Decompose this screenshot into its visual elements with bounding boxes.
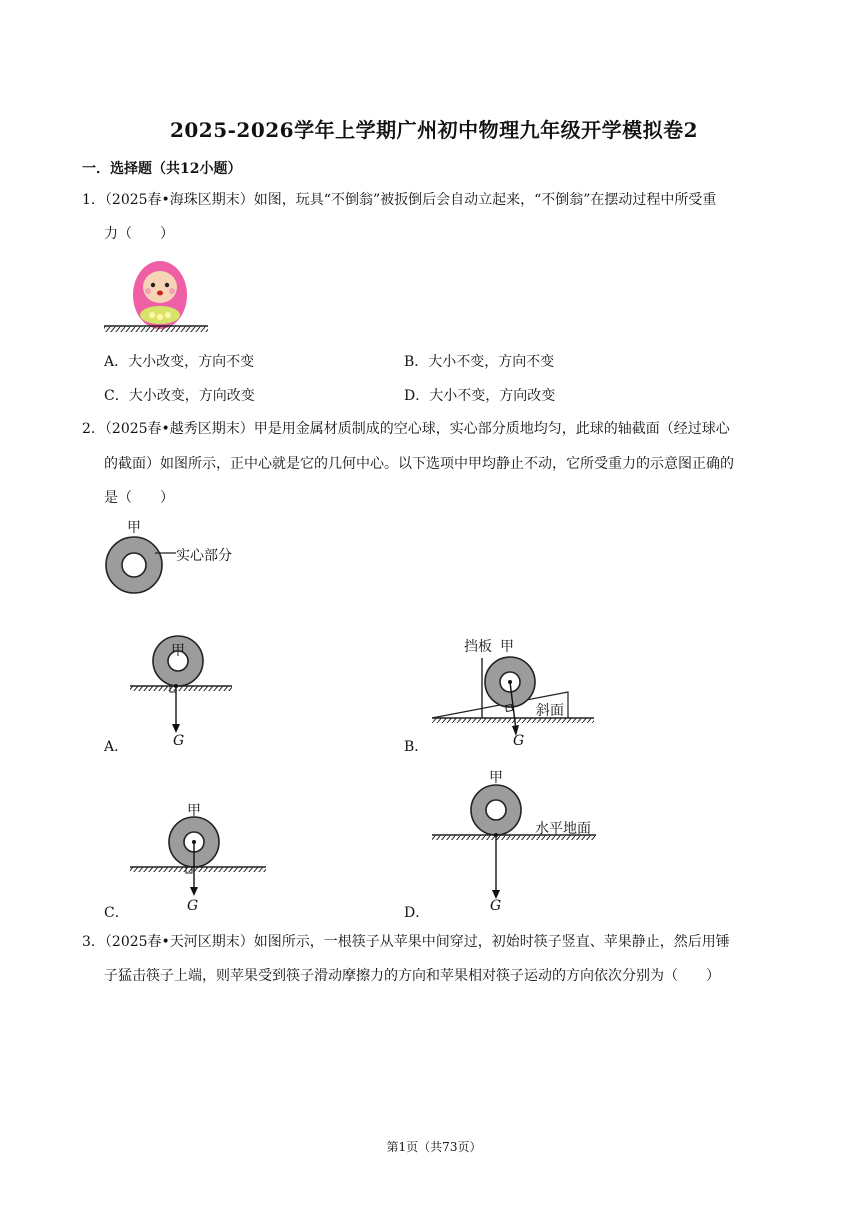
page-title: 2025-2026学年上学期广州初中物理九年级开学模拟卷2 <box>169 118 699 142</box>
q3-stem-line1: 3．（2025春•天河区期末）如图所示，一根筷子从苹果中间穿过，初始时筷子竖直、苹果静止，然后用锤 <box>82 934 730 950</box>
q1-option-b[interactable]: B．大小不变，方向不变 <box>404 354 555 370</box>
tumbler-toy-figure <box>100 255 212 337</box>
option-d-label-jia: 甲 <box>489 770 503 786</box>
q2-stem-line3: 是（ ） <box>104 490 174 506</box>
option-c-label-jia: 甲 <box>187 803 201 819</box>
q2-option-c[interactable]: C． <box>104 905 129 921</box>
section-heading: 一．选择题（共12小题） <box>82 161 242 177</box>
q1-option-c[interactable]: C．大小改变，方向改变 <box>104 388 255 404</box>
q2-option-b[interactable]: B． <box>404 739 429 755</box>
q1-stem-line2: 力（ ） <box>104 226 174 242</box>
option-c-gravity-label: G <box>187 898 199 914</box>
q1-option-d[interactable]: D．大小不变，方向改变 <box>404 388 556 404</box>
option-d-label-ground: 水平地面 <box>535 821 591 837</box>
q3-stem-line2: 子猛击筷子上端，则苹果受到筷子滑动摩擦力的方向和苹果相对筷子运动的方向依次分别为（ ） <box>104 968 720 984</box>
q1-option-a[interactable]: A．大小改变，方向不变 <box>104 354 255 370</box>
option-b-label-slope: 斜面 <box>536 703 564 719</box>
q2-option-a[interactable]: A． <box>104 739 129 755</box>
option-a-gravity-label: G <box>173 733 185 749</box>
label-jia: 甲 <box>127 520 141 536</box>
option-d-figure <box>430 770 600 910</box>
option-b-label-baffle: 挡板 <box>464 639 492 655</box>
page-footer: 第1页（共73页） <box>386 1140 482 1154</box>
q2-option-d[interactable]: D． <box>404 905 430 921</box>
option-d-gravity-label: G <box>490 898 502 914</box>
option-b-gravity-label: G <box>513 733 525 749</box>
option-b-label-jia: 甲 <box>500 639 514 655</box>
q2-stem-line2: 的截面）如图所示，正中心就是它的几何中心。以下选项中甲均静止不动，它所受重力的示意图正确的 <box>104 456 734 472</box>
label-solid-part: 实心部分 <box>176 548 232 564</box>
q1-stem-line1: 1．（2025春•海珠区期末）如图，玩具“不倒翁”被扳倒后会自动立起来，“不倒翁”在摆动过程中所受重 <box>82 192 717 208</box>
q2-stem-line1: 2．（2025春•越秀区期末）甲是用金属材质制成的空心球，实心部分质地均匀，此球的轴截面（经过球心 <box>82 421 730 437</box>
option-a-label-jia: 甲 <box>171 643 185 659</box>
